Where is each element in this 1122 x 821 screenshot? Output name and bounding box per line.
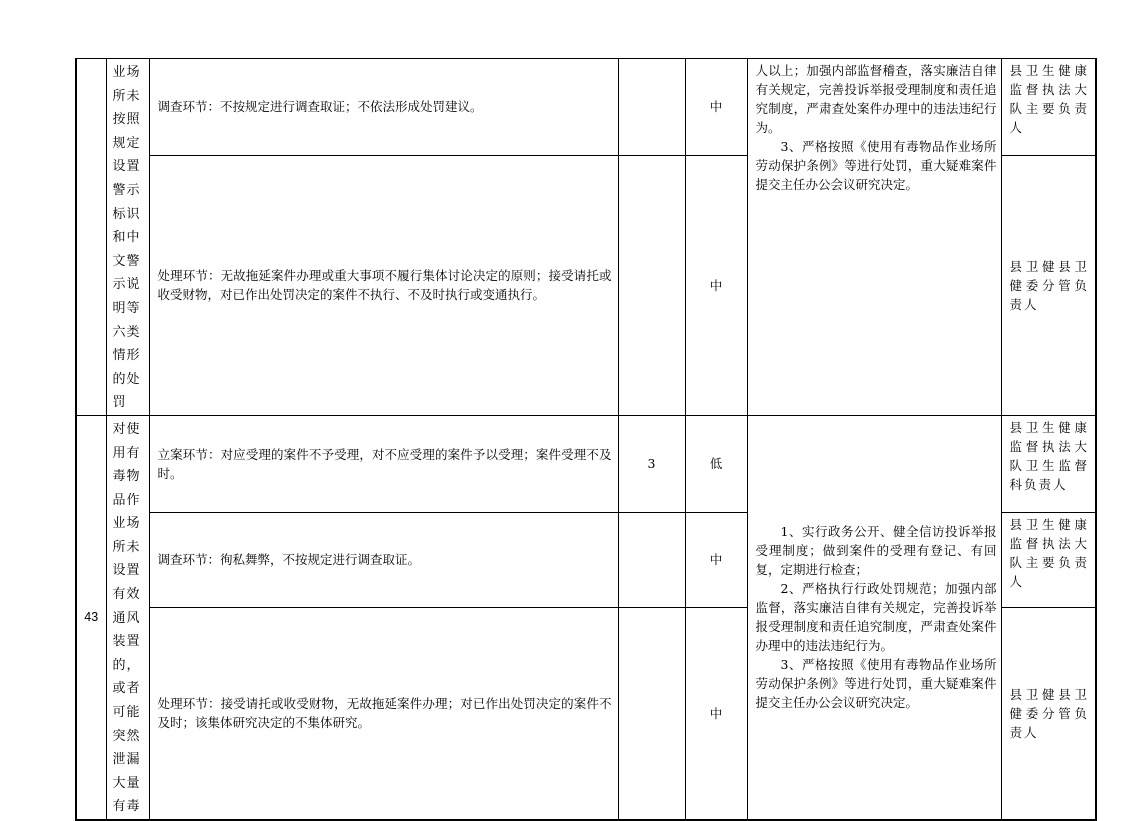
risk-step: 立案环节：对应受理的案件不予受理，对不应受理的案件予以受理；案件受理不及时。 xyxy=(149,415,618,512)
risk-step: 调查环节：徇私舞弊，不按规定进行调查取证。 xyxy=(149,513,618,608)
responsible-person: 县卫健县卫健委分管负责人 xyxy=(1001,155,1096,415)
measure-text: 2、严格执行行政处罚规范；加强内部监督，落实廉洁自律有关规定，完善投诉举报受理制度和责任追究制度，严肃查处案件办理中的违法违纪行为。 xyxy=(755,581,997,654)
risk-step: 处理环节：接受请托或收受财物，无故拖延案件办理；对已作出处罚决定的案件不及时；该集体研究决定的不集体研究。 xyxy=(149,607,618,820)
risk-level: 中 xyxy=(685,607,747,820)
responsible-person: 县卫生健康监督执法大队主要负责人 xyxy=(1001,513,1096,608)
risk-level: 中 xyxy=(685,155,747,415)
risk-control-table xyxy=(75,58,1097,821)
item-number xyxy=(76,59,106,416)
risk-score xyxy=(618,513,685,608)
table-row xyxy=(76,415,1096,512)
responsible-person: 县卫健县卫健委分管负责人 xyxy=(1001,607,1096,820)
risk-step: 处理环节：无故拖延案件办理或重大事项不履行集体讨论决定的原则；接受请托或收受财物，对已作出处罚决定的案件不执行、不及时执行或变通执行。 xyxy=(149,155,618,415)
item-name-text: 对使用有毒物品作业场所未设置有效通风装置的，或者可能突然泄漏大量有毒 xyxy=(112,421,141,815)
risk-step: 调查环节：不按规定进行调查取证；不依法形成处罚建议。 xyxy=(149,59,618,156)
measure-text: 1、实行政务公开、健全信访投诉举报受理制度；做到案件的受理有登记、有回复，定期进行检查； xyxy=(755,524,997,578)
responsible-person: 县卫生健康监督执法大队卫生监督科负责人 xyxy=(1001,415,1096,512)
control-measures xyxy=(747,415,1001,820)
item-name xyxy=(106,415,149,820)
responsible-person: 县卫生健康监督执法大队主要负责人 xyxy=(1001,59,1096,156)
item-name xyxy=(106,59,149,416)
item-number: 43 xyxy=(76,415,106,820)
measure-text: 3、严格按照《使用有毒物品作业场所劳动保护条例》等进行处罚，重大疑难案件提交主任办公会议研究决定。 xyxy=(755,139,997,192)
table-row xyxy=(76,59,1096,156)
risk-level: 低 xyxy=(685,415,747,512)
measure-text: 3、严格按照《使用有毒物品作业场所劳动保护条例》等进行处罚，重大疑难案件提交主任办公会议研究决定。 xyxy=(755,657,997,711)
risk-score xyxy=(618,155,685,415)
risk-score: 3 xyxy=(618,415,685,512)
measure-text: 人以上；加强内部监督稽查，落实廉洁自律有关规定，完善投诉举报受理制度和责任追究制度，严肃查处案件办理中的违法违纪行为。 xyxy=(755,63,997,135)
risk-score xyxy=(618,59,685,156)
item-name-text: 业场所未按照规定设置警示标识和中文警示说明等六类情形的处罚 xyxy=(112,65,141,411)
control-measures xyxy=(747,59,1001,416)
risk-level: 中 xyxy=(685,59,747,156)
risk-score xyxy=(618,607,685,820)
risk-level: 中 xyxy=(685,513,747,608)
